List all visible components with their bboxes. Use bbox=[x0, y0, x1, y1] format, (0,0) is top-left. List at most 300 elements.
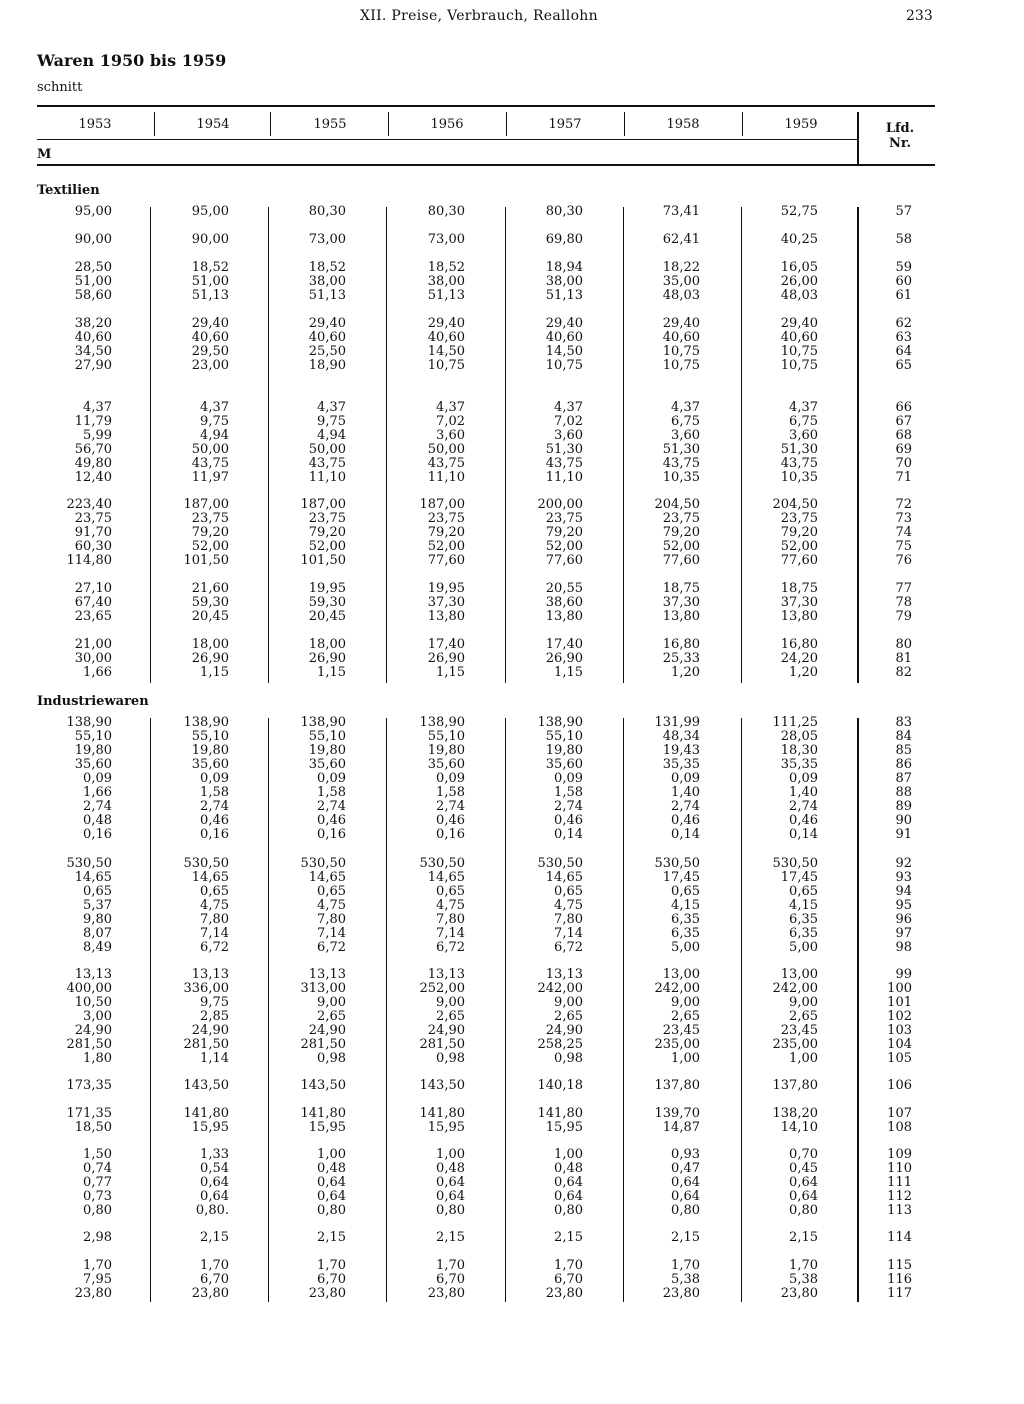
table-cell: 9,00 bbox=[789, 995, 818, 1010]
row-number: 70 bbox=[895, 456, 912, 471]
table-cell: 55,10 bbox=[427, 729, 465, 744]
table-cell: 0,65 bbox=[554, 884, 583, 899]
table-cell: 23,45 bbox=[780, 1023, 818, 1038]
table-cell: 0,46 bbox=[436, 813, 465, 828]
table-cell: 187,00 bbox=[300, 497, 346, 512]
table-cell: 5,00 bbox=[789, 940, 818, 955]
table-cell: 77,60 bbox=[780, 553, 818, 568]
table-cell: 2,74 bbox=[83, 799, 112, 814]
table-cell: 79,20 bbox=[308, 525, 346, 540]
table-cell: 13,00 bbox=[662, 967, 700, 982]
table-cell: 24,90 bbox=[545, 1023, 583, 1038]
table-cell: 2,74 bbox=[317, 799, 346, 814]
table-cell: 23,75 bbox=[662, 511, 700, 526]
table-cell: 4,37 bbox=[83, 400, 112, 415]
table-cell: 4,15 bbox=[671, 898, 700, 913]
table-cell: 0,80 bbox=[436, 1203, 465, 1218]
table-cell: 3,60 bbox=[554, 428, 583, 443]
table-cell: 4,37 bbox=[317, 400, 346, 415]
table-cell: 23,80 bbox=[191, 1286, 229, 1301]
table-cell: 242,00 bbox=[772, 981, 818, 996]
row-number: 93 bbox=[895, 870, 912, 885]
table-cell: 4,75 bbox=[200, 898, 229, 913]
table-cell: 19,80 bbox=[308, 743, 346, 758]
row-number: 68 bbox=[895, 428, 912, 443]
table-cell: 281,50 bbox=[419, 1037, 465, 1052]
table-cell: 137,80 bbox=[654, 1078, 700, 1093]
table-cell: 6,35 bbox=[789, 926, 818, 941]
table-cell: 23,75 bbox=[545, 511, 583, 526]
table-cell: 35,00 bbox=[662, 274, 700, 289]
table-cell: 35,60 bbox=[74, 757, 112, 772]
table-cell: 3,60 bbox=[789, 428, 818, 443]
table-cell: 18,94 bbox=[545, 260, 583, 275]
table-cell: 336,00 bbox=[183, 981, 229, 996]
table-cell: 0,16 bbox=[317, 827, 346, 842]
table-cell: 0,80 bbox=[671, 1203, 700, 1218]
row-number: 76 bbox=[895, 553, 912, 568]
table-cell: 26,90 bbox=[545, 651, 583, 666]
table-cell: 0,14 bbox=[671, 827, 700, 842]
table-cell: 18,30 bbox=[780, 743, 818, 758]
table-cell: 51,00 bbox=[191, 274, 229, 289]
table-cell: 9,75 bbox=[200, 995, 229, 1010]
table-cell: 0,80 bbox=[317, 1203, 346, 1218]
table-cell: 52,00 bbox=[545, 539, 583, 554]
table-cell: 9,00 bbox=[317, 995, 346, 1010]
table-cell: 0,14 bbox=[554, 827, 583, 842]
table-cell: 18,22 bbox=[662, 260, 700, 275]
table-cell: 235,00 bbox=[654, 1037, 700, 1052]
row-number: 89 bbox=[895, 799, 912, 814]
row-number: 95 bbox=[895, 898, 912, 913]
table-cell: 141,80 bbox=[419, 1106, 465, 1121]
table-cell: 138,90 bbox=[66, 715, 112, 730]
row-number: 73 bbox=[895, 511, 912, 526]
table-cell: 4,37 bbox=[554, 400, 583, 415]
table-cell: 281,50 bbox=[66, 1037, 112, 1052]
table-cell: 0,80. bbox=[195, 1203, 229, 1218]
row-number: 87 bbox=[895, 771, 912, 786]
year-header: 1954 bbox=[196, 117, 230, 132]
table-cell: 38,00 bbox=[427, 274, 465, 289]
table-cell: 10,35 bbox=[662, 470, 700, 485]
table-cell: 4,94 bbox=[317, 428, 346, 443]
table-cell: 1,66 bbox=[83, 785, 112, 800]
row-number: 98 bbox=[895, 940, 912, 955]
table-cell: 60,30 bbox=[74, 539, 112, 554]
table-cell: 28,05 bbox=[780, 729, 818, 744]
table-cell: 14,50 bbox=[545, 344, 583, 359]
table-cell: 43,75 bbox=[191, 456, 229, 471]
table-cell: 0,70 bbox=[789, 1147, 818, 1162]
table-cell: 10,75 bbox=[545, 358, 583, 373]
row-number: 99 bbox=[895, 967, 912, 982]
table-cell: 18,52 bbox=[308, 260, 346, 275]
table-cell: 1,58 bbox=[317, 785, 346, 800]
table-cell: 200,00 bbox=[537, 497, 583, 512]
table-cell: 530,50 bbox=[419, 856, 465, 871]
row-number: 106 bbox=[887, 1078, 912, 1093]
table-cell: 17,45 bbox=[662, 870, 700, 885]
table-cell: 51,00 bbox=[74, 274, 112, 289]
table-cell: 23,80 bbox=[427, 1286, 465, 1301]
table-cell: 138,90 bbox=[183, 715, 229, 730]
table-cell: 530,50 bbox=[772, 856, 818, 871]
table-cell: 59,30 bbox=[308, 595, 346, 610]
table-cell: 43,75 bbox=[545, 456, 583, 471]
table-cell: 23,80 bbox=[545, 1286, 583, 1301]
table-cell: 1,40 bbox=[671, 785, 700, 800]
table-cell: 20,45 bbox=[191, 609, 229, 624]
row-number: 80 bbox=[895, 637, 912, 652]
table-cell: 530,50 bbox=[654, 856, 700, 871]
row-number: 94 bbox=[895, 884, 912, 899]
table-cell: 23,80 bbox=[662, 1286, 700, 1301]
table-cell: 19,95 bbox=[427, 581, 465, 596]
row-number: 57 bbox=[895, 204, 912, 219]
table-cell: 40,60 bbox=[74, 330, 112, 345]
table-cell: 0,09 bbox=[83, 771, 112, 786]
table-cell: 1,70 bbox=[83, 1258, 112, 1273]
table-cell: 23,45 bbox=[662, 1023, 700, 1038]
row-number: 59 bbox=[895, 260, 912, 275]
table-cell: 38,00 bbox=[308, 274, 346, 289]
table-cell: 49,80 bbox=[74, 456, 112, 471]
table-cell: 139,70 bbox=[654, 1106, 700, 1121]
table-cell: 59,30 bbox=[191, 595, 229, 610]
table-cell: 0,64 bbox=[317, 1175, 346, 1190]
table-cell: 29,50 bbox=[191, 344, 229, 359]
table-cell: 17,40 bbox=[427, 637, 465, 652]
table-cell: 0,93 bbox=[671, 1147, 700, 1162]
row-number: 61 bbox=[895, 288, 912, 303]
table-cell: 3,60 bbox=[671, 428, 700, 443]
table-cell: 48,03 bbox=[662, 288, 700, 303]
row-number: 58 bbox=[895, 232, 912, 247]
table-cell: 58,60 bbox=[74, 288, 112, 303]
table-cell: 9,75 bbox=[317, 414, 346, 429]
table-cell: 19,80 bbox=[545, 743, 583, 758]
table-cell: 23,75 bbox=[191, 511, 229, 526]
table-cell: 11,10 bbox=[308, 470, 346, 485]
table-cell: 13,80 bbox=[780, 609, 818, 624]
table-cell: 6,75 bbox=[789, 414, 818, 429]
table-cell: 143,50 bbox=[419, 1078, 465, 1093]
table-cell: 29,40 bbox=[191, 316, 229, 331]
table-cell: 2,15 bbox=[671, 1230, 700, 1245]
table-cell: 5,38 bbox=[789, 1272, 818, 1287]
table-cell: 0,74 bbox=[83, 1161, 112, 1176]
row-number: 84 bbox=[895, 729, 912, 744]
row-number: 113 bbox=[887, 1203, 912, 1218]
table-cell: 51,13 bbox=[191, 288, 229, 303]
lfd-column-separator bbox=[857, 207, 859, 683]
table-cell: 1,14 bbox=[200, 1051, 229, 1066]
table-cell: 9,00 bbox=[436, 995, 465, 1010]
table-cell: 138,20 bbox=[772, 1106, 818, 1121]
table-cell: 23,00 bbox=[191, 358, 229, 373]
table-cell: 530,50 bbox=[300, 856, 346, 871]
table-cell: 18,00 bbox=[308, 637, 346, 652]
row-number: 109 bbox=[887, 1147, 912, 1162]
table-cell: 15,95 bbox=[191, 1120, 229, 1135]
table-cell: 24,90 bbox=[427, 1023, 465, 1038]
table-cell: 281,50 bbox=[183, 1037, 229, 1052]
table-cell: 2,15 bbox=[200, 1230, 229, 1245]
table-cell: 2,65 bbox=[317, 1009, 346, 1024]
table-cell: 79,20 bbox=[191, 525, 229, 540]
table-cell: 51,30 bbox=[662, 442, 700, 457]
table-cell: 530,50 bbox=[537, 856, 583, 871]
table-cell: 10,75 bbox=[427, 358, 465, 373]
table-cell: 0,80 bbox=[789, 1203, 818, 1218]
table-cell: 40,60 bbox=[427, 330, 465, 345]
table-cell: 1,00 bbox=[554, 1147, 583, 1162]
table-cell: 90,00 bbox=[74, 232, 112, 247]
table-cell: 55,10 bbox=[191, 729, 229, 744]
table-cell: 6,35 bbox=[789, 912, 818, 927]
table-cell: 6,35 bbox=[671, 912, 700, 927]
table-cell: 50,00 bbox=[191, 442, 229, 457]
table-cell: 0,16 bbox=[200, 827, 229, 842]
year-header: 1955 bbox=[313, 117, 347, 132]
table-cell: 34,50 bbox=[74, 344, 112, 359]
row-number: 86 bbox=[895, 757, 912, 772]
table-cell: 2,98 bbox=[83, 1230, 112, 1245]
table-cell: 35,60 bbox=[191, 757, 229, 772]
table-cell: 2,15 bbox=[789, 1230, 818, 1245]
table-cell: 51,13 bbox=[545, 288, 583, 303]
table-cell: 80,30 bbox=[308, 204, 346, 219]
year-header: 1953 bbox=[78, 117, 112, 132]
table-cell: 0,64 bbox=[317, 1189, 346, 1204]
table-cell: 55,10 bbox=[308, 729, 346, 744]
table-cell: 141,80 bbox=[537, 1106, 583, 1121]
table-cell: 35,60 bbox=[427, 757, 465, 772]
table-cell: 95,00 bbox=[191, 204, 229, 219]
table-cell: 3,60 bbox=[436, 428, 465, 443]
row-number: 83 bbox=[895, 715, 912, 730]
table-cell: 14,50 bbox=[427, 344, 465, 359]
table-cell: 5,38 bbox=[671, 1272, 700, 1287]
table-cell: 2,15 bbox=[436, 1230, 465, 1245]
row-number: 114 bbox=[887, 1230, 912, 1245]
table-cell: 0,65 bbox=[200, 884, 229, 899]
table-cell: 242,00 bbox=[654, 981, 700, 996]
page-title: Waren 1950 bis 1959 bbox=[37, 51, 227, 70]
table-cell: 18,50 bbox=[74, 1120, 112, 1135]
table-cell: 5,00 bbox=[671, 940, 700, 955]
row-number: 116 bbox=[887, 1272, 912, 1287]
table-cell: 17,45 bbox=[780, 870, 818, 885]
table-cell: 1,00 bbox=[436, 1147, 465, 1162]
table-cell: 73,00 bbox=[427, 232, 465, 247]
table-cell: 0,64 bbox=[436, 1175, 465, 1190]
year-header: 1957 bbox=[548, 117, 582, 132]
table-cell: 138,90 bbox=[300, 715, 346, 730]
table-cell: 6,70 bbox=[317, 1272, 346, 1287]
row-number: 107 bbox=[887, 1106, 912, 1121]
table-cell: 1,15 bbox=[200, 665, 229, 680]
row-number: 101 bbox=[887, 995, 912, 1010]
table-cell: 12,40 bbox=[74, 470, 112, 485]
table-cell: 140,18 bbox=[537, 1078, 583, 1093]
table-cell: 35,35 bbox=[662, 757, 700, 772]
table-cell: 4,37 bbox=[671, 400, 700, 415]
lfd-header-line1: Lfd. bbox=[885, 121, 915, 136]
table-cell: 2,15 bbox=[554, 1230, 583, 1245]
table-cell: 15,95 bbox=[545, 1120, 583, 1135]
table-cell: 0,09 bbox=[317, 771, 346, 786]
table-cell: 23,75 bbox=[74, 511, 112, 526]
row-number: 115 bbox=[887, 1258, 912, 1273]
table-cell: 0,64 bbox=[554, 1189, 583, 1204]
table-cell: 52,75 bbox=[780, 204, 818, 219]
table-cell: 0,48 bbox=[317, 1161, 346, 1176]
table-cell: 25,33 bbox=[662, 651, 700, 666]
table-cell: 14,65 bbox=[191, 870, 229, 885]
table-cell: 5,99 bbox=[83, 428, 112, 443]
table-cell: 14,65 bbox=[427, 870, 465, 885]
table-cell: 43,75 bbox=[308, 456, 346, 471]
table-cell: 223,40 bbox=[66, 497, 112, 512]
table-cell: 0,65 bbox=[83, 884, 112, 899]
table-cell: 55,10 bbox=[545, 729, 583, 744]
row-number: 111 bbox=[887, 1175, 912, 1190]
table-cell: 0,65 bbox=[671, 884, 700, 899]
table-cell: 1,70 bbox=[671, 1258, 700, 1273]
table-cell: 101,50 bbox=[300, 553, 346, 568]
table-cell: 6,72 bbox=[317, 940, 346, 955]
table-cell: 0,09 bbox=[554, 771, 583, 786]
table-cell: 16,80 bbox=[780, 637, 818, 652]
table-cell: 0,48 bbox=[83, 813, 112, 828]
table-cell: 141,80 bbox=[300, 1106, 346, 1121]
table-cell: 138,90 bbox=[419, 715, 465, 730]
table-cell: 7,80 bbox=[554, 912, 583, 927]
table-cell: 18,75 bbox=[780, 581, 818, 596]
table-cell: 77,60 bbox=[545, 553, 583, 568]
table-cell: 2,65 bbox=[789, 1009, 818, 1024]
table-cell: 2,85 bbox=[200, 1009, 229, 1024]
table-cell: 38,00 bbox=[545, 274, 583, 289]
row-number: 66 bbox=[895, 400, 912, 415]
table-cell: 1,20 bbox=[789, 665, 818, 680]
table-cell: 24,20 bbox=[780, 651, 818, 666]
table-cell: 0,09 bbox=[671, 771, 700, 786]
row-number: 105 bbox=[887, 1051, 912, 1066]
table-cell: 313,00 bbox=[300, 981, 346, 996]
table-cell: 51,13 bbox=[427, 288, 465, 303]
row-number: 102 bbox=[887, 1009, 912, 1024]
row-number: 78 bbox=[895, 595, 912, 610]
table-cell: 0,64 bbox=[436, 1189, 465, 1204]
running-title: XII. Preise, Verbrauch, Reallohn bbox=[360, 8, 598, 24]
table-cell: 23,80 bbox=[308, 1286, 346, 1301]
table-cell: 90,00 bbox=[191, 232, 229, 247]
table-cell: 0,98 bbox=[317, 1051, 346, 1066]
table-cell: 24,90 bbox=[191, 1023, 229, 1038]
table-cell: 0,80 bbox=[83, 1203, 112, 1218]
table-cell: 252,00 bbox=[419, 981, 465, 996]
lfd-header bbox=[870, 121, 930, 151]
row-number: 79 bbox=[895, 609, 912, 624]
table-cell: 2,65 bbox=[436, 1009, 465, 1024]
table-cell: 1,50 bbox=[83, 1147, 112, 1162]
header-separator bbox=[154, 112, 155, 136]
table-cell: 4,94 bbox=[200, 428, 229, 443]
row-number: 77 bbox=[895, 581, 912, 596]
table-cell: 2,65 bbox=[554, 1009, 583, 1024]
table-cell: 101,50 bbox=[183, 553, 229, 568]
table-cell: 4,75 bbox=[317, 898, 346, 913]
table-cell: 0,65 bbox=[789, 884, 818, 899]
table-cell: 80,30 bbox=[545, 204, 583, 219]
row-number: 97 bbox=[895, 926, 912, 941]
table-cell: 77,60 bbox=[662, 553, 700, 568]
table-cell: 52,00 bbox=[191, 539, 229, 554]
table-cell: 21,00 bbox=[74, 637, 112, 652]
table-cell: 95,00 bbox=[74, 204, 112, 219]
table-cell: 6,72 bbox=[200, 940, 229, 955]
row-number: 71 bbox=[895, 470, 912, 485]
table-cell: 79,20 bbox=[427, 525, 465, 540]
table-cell: 10,35 bbox=[780, 470, 818, 485]
row-number: 74 bbox=[895, 525, 912, 540]
row-number: 90 bbox=[895, 813, 912, 828]
table-cell: 4,75 bbox=[554, 898, 583, 913]
table-cell: 1,40 bbox=[789, 785, 818, 800]
table-cell: 0,46 bbox=[554, 813, 583, 828]
table-cell: 6,72 bbox=[554, 940, 583, 955]
table-cell: 6,35 bbox=[671, 926, 700, 941]
row-number: 112 bbox=[887, 1189, 912, 1204]
table-cell: 15,95 bbox=[308, 1120, 346, 1135]
table-cell: 0,64 bbox=[671, 1189, 700, 1204]
table-cell: 0,47 bbox=[671, 1161, 700, 1176]
table-cell: 16,05 bbox=[780, 260, 818, 275]
header-mid-rule bbox=[37, 139, 857, 140]
table-cell: 26,90 bbox=[427, 651, 465, 666]
header-separator bbox=[624, 112, 625, 136]
table-cell: 1,33 bbox=[200, 1147, 229, 1162]
table-cell: 35,60 bbox=[308, 757, 346, 772]
table-cell: 24,90 bbox=[308, 1023, 346, 1038]
header-bottom-rule bbox=[37, 164, 935, 166]
table-cell: 7,80 bbox=[436, 912, 465, 927]
table-cell: 137,80 bbox=[772, 1078, 818, 1093]
table-cell: 26,00 bbox=[780, 274, 818, 289]
table-cell: 7,14 bbox=[436, 926, 465, 941]
table-cell: 56,70 bbox=[74, 442, 112, 457]
table-cell: 19,80 bbox=[191, 743, 229, 758]
table-cell: 13,80 bbox=[427, 609, 465, 624]
table-cell: 79,20 bbox=[545, 525, 583, 540]
table-cell: 111,25 bbox=[772, 715, 818, 730]
table-cell: 73,41 bbox=[662, 204, 700, 219]
table-cell: 62,41 bbox=[662, 232, 700, 247]
table-cell: 1,70 bbox=[200, 1258, 229, 1273]
table-cell: 13,80 bbox=[545, 609, 583, 624]
table-cell: 11,10 bbox=[427, 470, 465, 485]
table-cell: 204,50 bbox=[654, 497, 700, 512]
row-number: 103 bbox=[887, 1023, 912, 1038]
table-cell: 26,90 bbox=[308, 651, 346, 666]
row-number: 67 bbox=[895, 414, 912, 429]
table-cell: 10,75 bbox=[780, 358, 818, 373]
table-cell: 43,75 bbox=[662, 456, 700, 471]
